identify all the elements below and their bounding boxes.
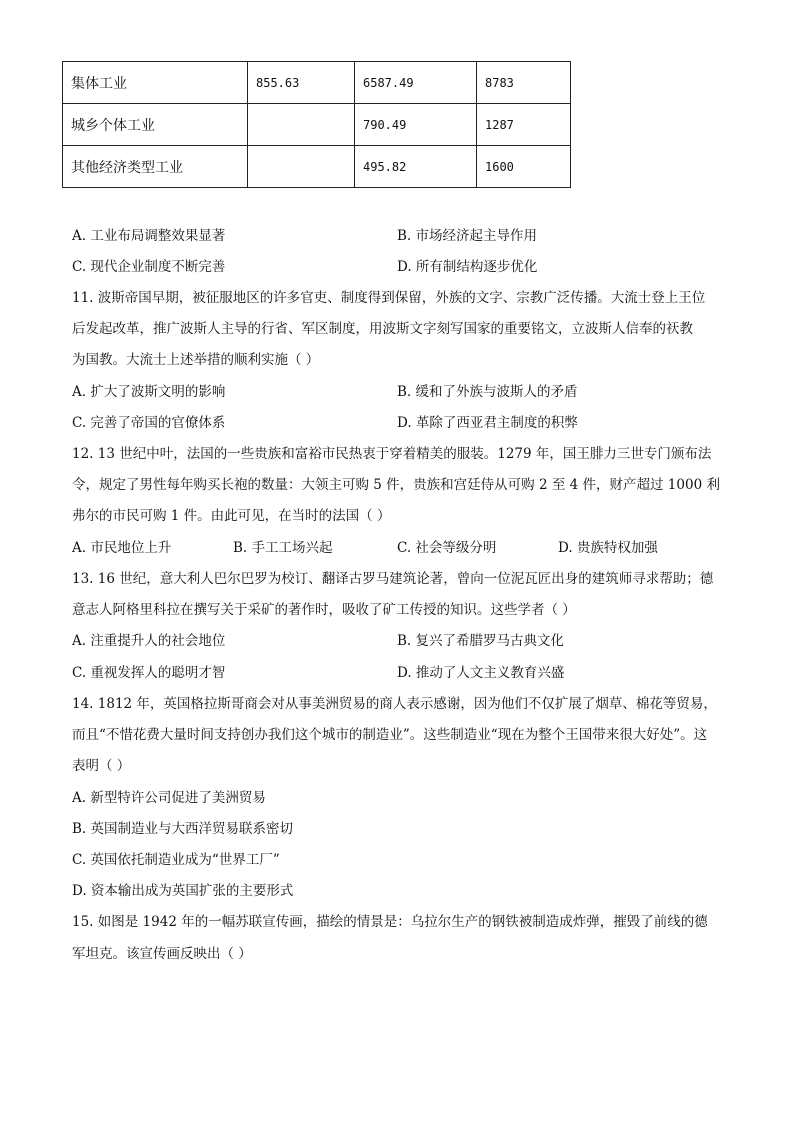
table-cell: 790.49 bbox=[355, 104, 477, 146]
q14-stem-line-1: 14. 1812 年，英国格拉斯哥商会对从事美洲贸易的商人表示感谢，因为他们不仅扩展了烟草、棉花等贸易， bbox=[72, 696, 717, 712]
q12-option-d: D. 贵族特权加强 bbox=[558, 540, 658, 556]
table-cell: 8783 bbox=[477, 62, 571, 104]
q14-option-a: A. 新型特许公司促进了美洲贸易 bbox=[72, 790, 266, 806]
table-cell bbox=[248, 104, 355, 146]
q11-option-d: D. 革除了西亚君主制度的积弊 bbox=[397, 415, 578, 431]
q12-stem-line-3: 弗尔的市民可购 1 件。由此可见，在当时的法国（ ） bbox=[72, 508, 391, 524]
q13-option-a: A. 注重提升人的社会地位 bbox=[72, 633, 226, 649]
q13-option-c: C. 重视发挥人的聪明才智 bbox=[72, 665, 226, 681]
q14-stem-line-3: 表明（ ） bbox=[72, 758, 131, 774]
q12-stem-line-1: 12. 13 世纪中叶，法国的一些贵族和富裕市民热衷于穿着精美的服装。1279 年，国王腓力三世专门颁布法 bbox=[72, 446, 712, 462]
table-cell: 6587.49 bbox=[355, 62, 477, 104]
q12-stem-line-2: 令，规定了男性每年购买长袍的数量：大领主可购 5 件，贵族和宫廷侍从可购 2 至 4 件，财产超过 1000 利 bbox=[72, 477, 720, 493]
table-cell: 城乡个体工业 bbox=[63, 104, 248, 146]
q15-stem-line-1: 15. 如图是 1942 年的一幅苏联宣传画，描绘的情景是：乌拉尔生产的钢铁被制造成炸弹，摧毁了前线的德 bbox=[72, 914, 708, 930]
q12-option-c: C. 社会等级分明 bbox=[397, 540, 497, 556]
table-cell: 495.82 bbox=[355, 146, 477, 188]
q10-option-c: C. 现代企业制度不断完善 bbox=[72, 259, 226, 275]
q15-stem-line-2: 军坦克。该宣传画反映出（ ） bbox=[72, 946, 252, 962]
q13-stem-line-2: 意志人阿格里科拉在撰写关于采矿的著作时，吸收了矿工传授的知识。这些学者（ ） bbox=[72, 602, 576, 618]
table-cell: 1600 bbox=[477, 146, 571, 188]
q14-stem-line-2: 而且“不惜花费大量时间支持创办我们这个城市的制造业”。这些制造业“现在为整个王国带来很大好处”。这 bbox=[72, 727, 708, 743]
table-row bbox=[63, 146, 571, 188]
q11-stem-line-2: 后发起改革，推广波斯人主导的行省、军区制度，用波斯文字刻写国家的重要铭文，立波斯人信奉的祆教 bbox=[72, 321, 693, 337]
q10-option-d: D. 所有制结构逐步优化 bbox=[397, 259, 538, 275]
q13-option-b: B. 复兴了希腊罗马古典文化 bbox=[397, 633, 565, 649]
q12-option-b: B. 手工工场兴起 bbox=[233, 540, 333, 556]
table-cell: 其他经济类型工业 bbox=[63, 146, 248, 188]
q14-option-c: C. 英国依托制造业成为“世界工厂” bbox=[72, 852, 280, 868]
q11-option-b: B. 缓和了外族与波斯人的矛盾 bbox=[397, 384, 578, 400]
q11-option-c: C. 完善了帝国的官僚体系 bbox=[72, 415, 226, 431]
q14-option-b: B. 英国制造业与大西洋贸易联系密切 bbox=[72, 821, 294, 837]
q12-option-a: A. 市民地位上升 bbox=[72, 540, 172, 556]
q13-stem-line-1: 13. 16 世纪，意大利人巴尔巴罗为校订、翻译古罗马建筑论著，曾向一位泥瓦匠出身的建筑师寻求帮助；德 bbox=[72, 571, 714, 587]
q10-option-a: A. 工业布局调整效果显著 bbox=[72, 228, 226, 244]
table-cell: 855.63 bbox=[248, 62, 355, 104]
q11-stem-line-1: 11. 波斯帝国早期，被征服地区的许多官吏、制度得到保留，外族的文字、宗教广泛传播。大流士登上王位 bbox=[72, 290, 706, 306]
table-cell: 1287 bbox=[477, 104, 571, 146]
q11-option-a: A. 扩大了波斯文明的影响 bbox=[72, 384, 226, 400]
q13-option-d: D. 推动了人文主义教育兴盛 bbox=[397, 665, 565, 681]
q11-stem-line-3: 为国教。大流士上述举措的顺利实施（ ） bbox=[72, 352, 320, 368]
q14-option-d: D. 资本输出成为英国扩张的主要形式 bbox=[72, 883, 294, 899]
table-cell bbox=[248, 146, 355, 188]
q10-option-b: B. 市场经济起主导作用 bbox=[397, 228, 538, 244]
table-row bbox=[63, 104, 571, 146]
table-row bbox=[63, 62, 571, 104]
table-cell: 集体工业 bbox=[63, 62, 248, 104]
industry-output-table bbox=[62, 61, 571, 188]
